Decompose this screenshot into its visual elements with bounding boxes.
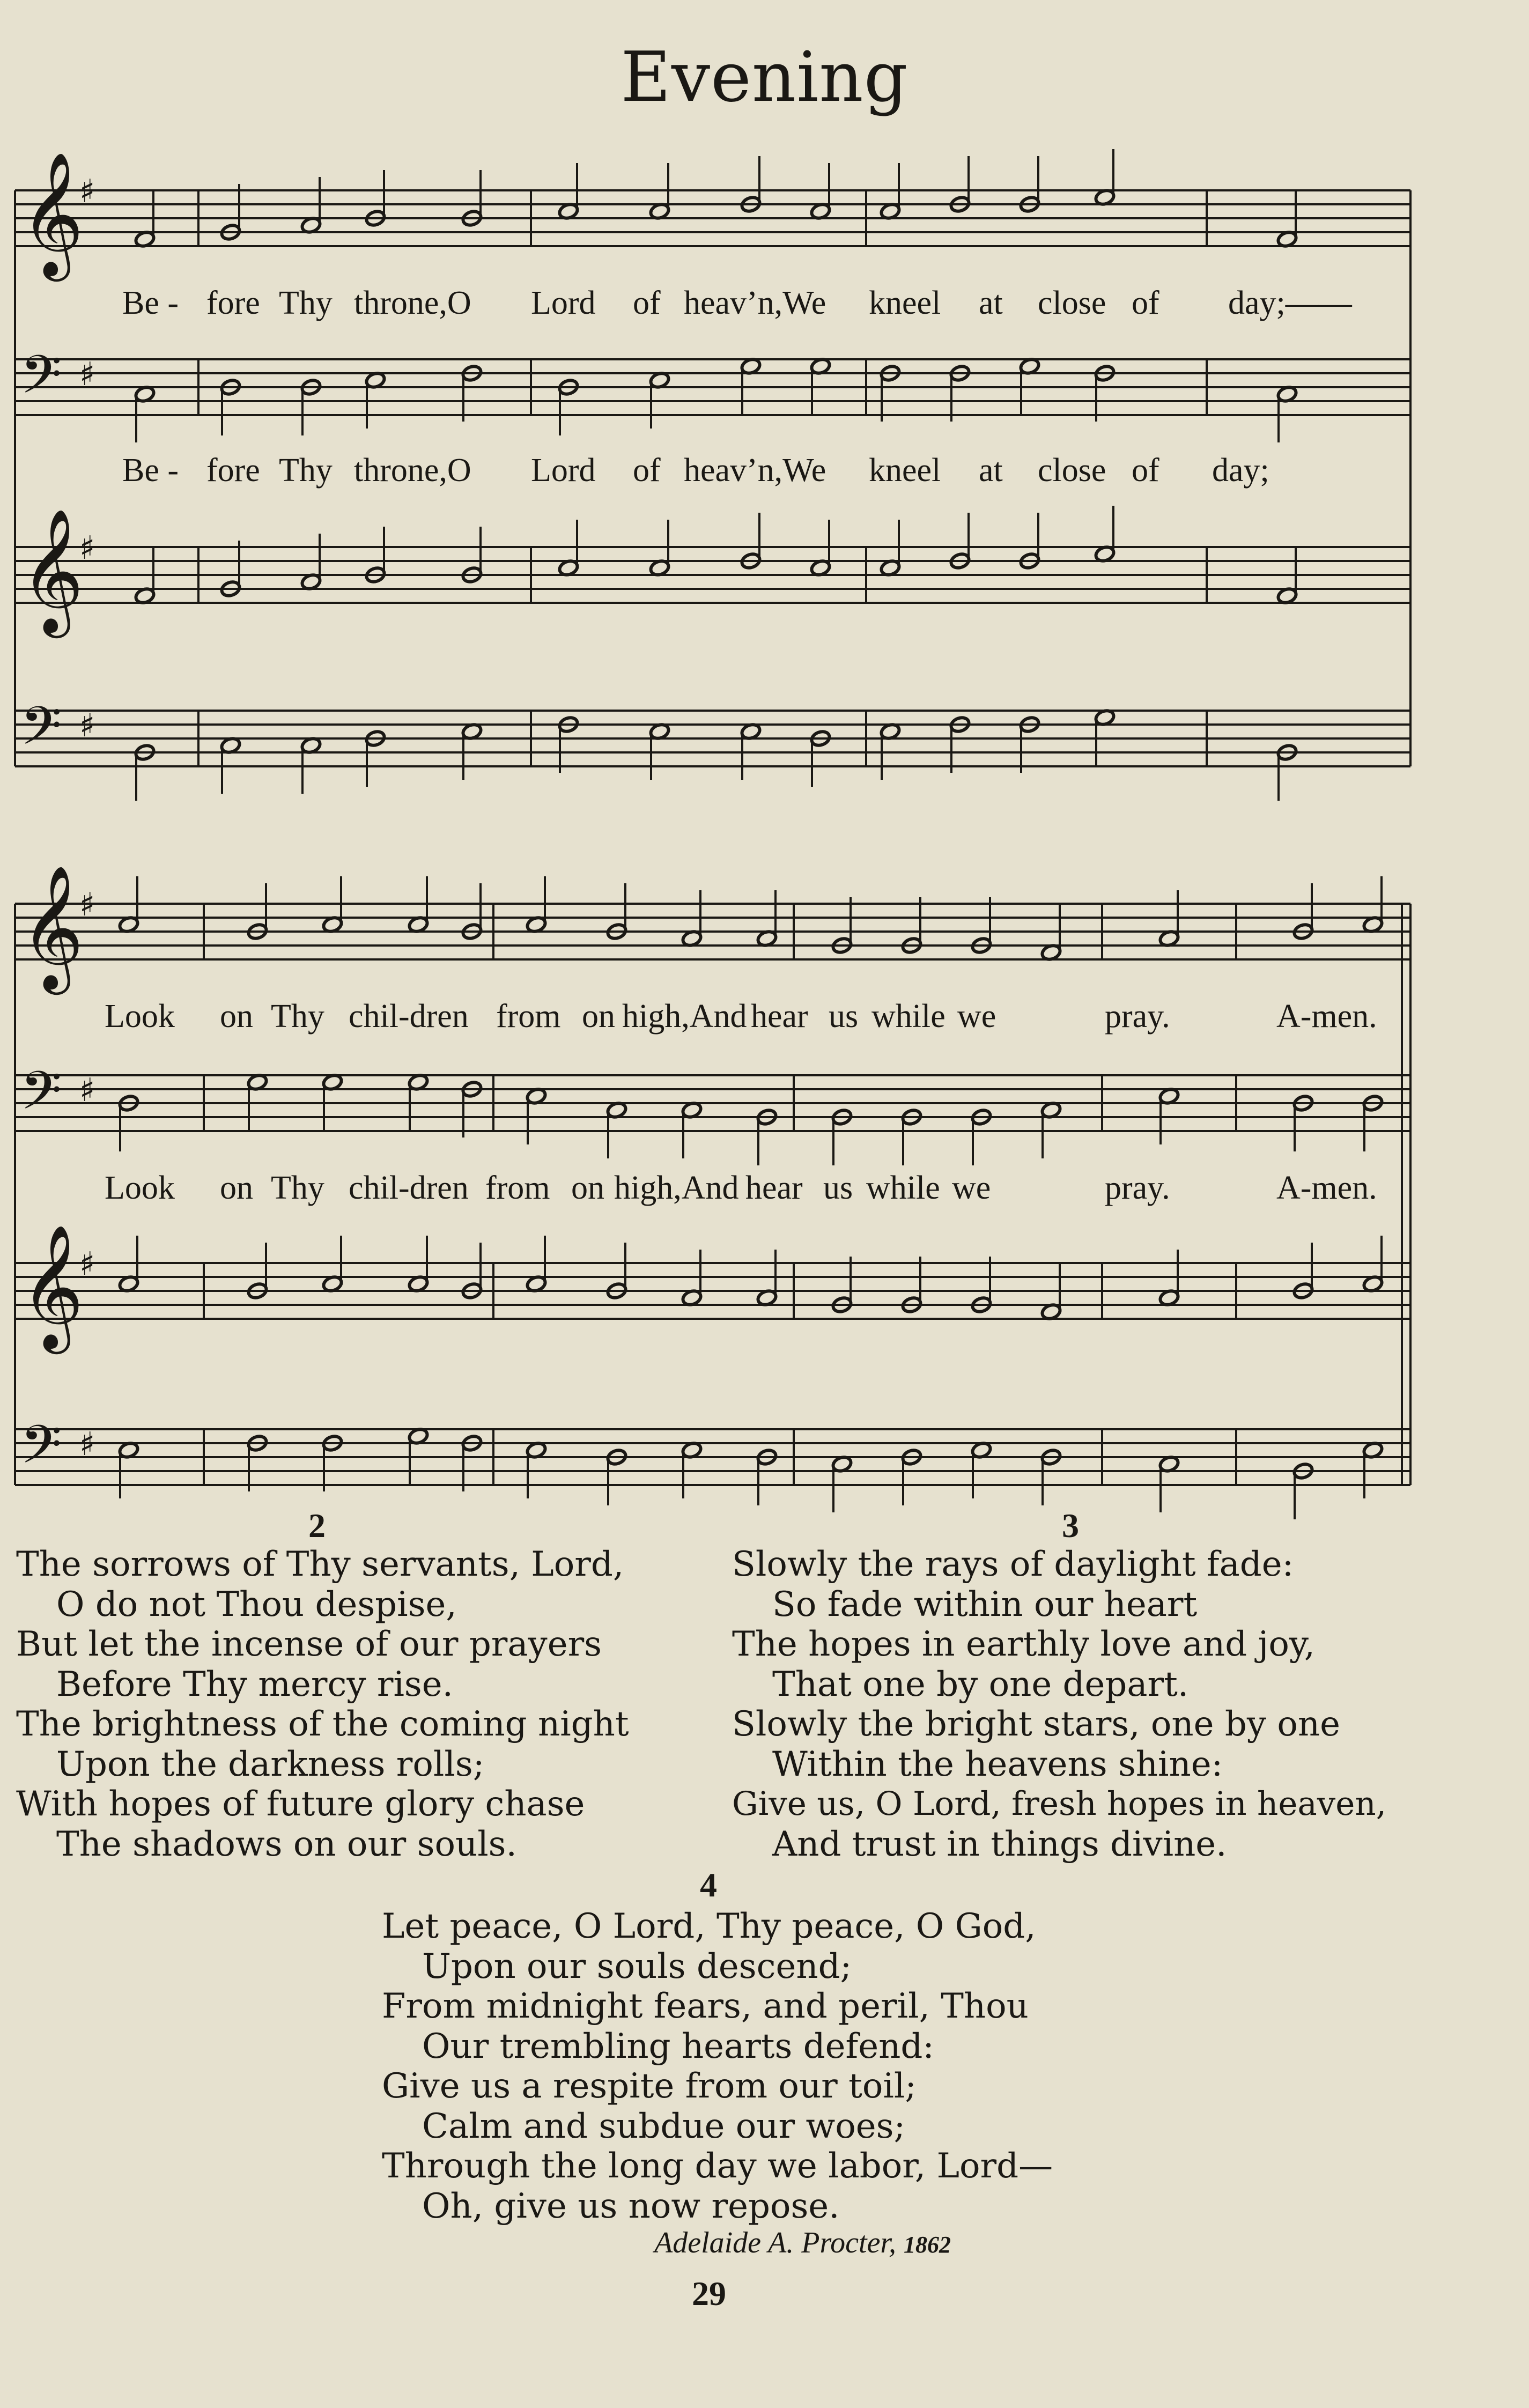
- lyric-syllable: Be -: [122, 452, 179, 489]
- lyric-syllable: of: [633, 452, 661, 489]
- stanza-line: But let the incense of our prayers: [16, 1624, 602, 1664]
- key-signature-sharp: ♯: [79, 707, 95, 744]
- lyric-syllable: close: [1038, 285, 1106, 321]
- lyric-syllable: A-men.: [1276, 998, 1377, 1035]
- lyric-syllable: Lord: [531, 285, 596, 321]
- stanza-line: O do not Thou despise,: [56, 1584, 457, 1624]
- stanza-line: The shadows on our souls.: [56, 1824, 517, 1864]
- stanza-line: With hopes of future glory chase: [16, 1784, 585, 1824]
- stanza-line: So fade within our heart: [772, 1584, 1198, 1624]
- author-credit: [654, 2226, 951, 2260]
- lyric-syllable: of: [1132, 452, 1159, 489]
- lyric-syllable: Look: [105, 1170, 175, 1206]
- treble-clef: 𝄞: [20, 1224, 84, 1349]
- stanza-line: Before Thy mercy rise.: [56, 1664, 453, 1704]
- stanza-line: From midnight fears, and peril, Thou: [382, 1986, 1029, 2026]
- treble-clef: 𝄞: [20, 508, 84, 633]
- lyric-syllable: at: [979, 452, 1003, 489]
- stanza-number: 2: [308, 1506, 326, 1545]
- key-signature-sharp: ♯: [79, 356, 95, 393]
- page-number: 29: [692, 2274, 726, 2313]
- key-signature-sharp: ♯: [79, 1245, 95, 1283]
- stanza-line: The brightness of the coming night: [16, 1704, 629, 1744]
- author-name: Adelaide A. Procter,: [654, 2226, 897, 2259]
- stanza-line: Slowly the bright stars, one by one: [732, 1704, 1340, 1744]
- stanza-line: That one by one depart.: [772, 1664, 1189, 1704]
- stanza-3: [732, 1545, 1386, 1864]
- notes: [118, 149, 1384, 1519]
- lyric-syllable: fore: [206, 452, 260, 489]
- lyric-syllable: fore: [206, 285, 260, 321]
- stanza-number: 3: [1062, 1506, 1079, 1545]
- stanza-line: The sorrows of Thy servants, Lord,: [16, 1545, 624, 1584]
- lyric-syllable: Thy: [271, 1170, 324, 1206]
- lyric-syllable: kneel: [869, 452, 941, 489]
- key-signature-sharp: ♯: [79, 1072, 95, 1109]
- lyric-syllable: pray.: [1105, 1170, 1170, 1206]
- key-signature-sharp: ♯: [79, 886, 95, 924]
- stanza-line: Through the long day we labor, Lord—: [382, 2146, 1053, 2186]
- stanza-line: Within the heavens shine:: [772, 1744, 1223, 1784]
- treble-clef: 𝄞: [20, 865, 84, 989]
- key-signature-sharp: ♯: [79, 1425, 95, 1463]
- lyric-syllable: we: [952, 1170, 991, 1206]
- lyric-syllable: Lord: [531, 452, 596, 489]
- stanza-line: Slowly the rays of daylight fade:: [732, 1545, 1294, 1584]
- lyric-syllable: Thy: [279, 285, 333, 321]
- key-signature-sharp: ♯: [79, 529, 95, 567]
- lyric-syllable: chil-dren: [349, 998, 469, 1035]
- lyric-syllable: Thy: [279, 452, 333, 489]
- lyric-syllable: from: [485, 1170, 550, 1206]
- lyric-syllable: we: [957, 998, 996, 1035]
- lyric-syllable: us: [823, 1170, 853, 1206]
- lyric-syllable: high,And: [614, 1170, 739, 1206]
- stanza-line: Upon the darkness rolls;: [56, 1744, 485, 1784]
- lyric-syllable: on: [220, 998, 253, 1035]
- lyric-syllable: hear: [745, 1170, 803, 1206]
- lyric-syllable: high,And: [622, 998, 747, 1035]
- stanza-number: 4: [700, 1866, 717, 1904]
- lyric-syllable: us: [829, 998, 859, 1035]
- lyric-syllable: kneel: [869, 285, 941, 321]
- bass-clef: 𝄢: [20, 344, 62, 419]
- stanza-4: [382, 1907, 1053, 2226]
- lyric-syllable: while: [871, 998, 946, 1035]
- lyric-syllable: pray.: [1105, 998, 1170, 1035]
- treble-clef: 𝄞: [20, 151, 84, 276]
- lyric-syllable: chil-dren: [349, 1170, 469, 1206]
- lyric-syllable: on: [571, 1170, 604, 1206]
- bass-clef: 𝄢: [20, 1414, 62, 1489]
- bass-clef: 𝄢: [20, 696, 62, 770]
- stanza-line: And trust in things divine.: [772, 1824, 1227, 1864]
- stanza-line: Give us a respite from our toil;: [382, 2066, 917, 2106]
- lyric-syllable: Be -: [122, 285, 179, 321]
- stanza-line: Give us, O Lord, fresh hopes in heaven,: [732, 1785, 1387, 1823]
- lyric-syllable: on: [220, 1170, 253, 1206]
- lyric-syllable: while: [866, 1170, 940, 1206]
- lyric-syllable: Look: [105, 998, 175, 1035]
- bass-clef: 𝄢: [20, 1060, 62, 1135]
- stanza-line: The hopes in earthly love and joy,: [732, 1624, 1315, 1664]
- lyric-syllable: at: [979, 285, 1003, 321]
- stanza-line: Let peace, O Lord, Thy peace, O God,: [382, 1907, 1036, 1946]
- lyric-syllable: of: [633, 285, 661, 321]
- stanza-line: Our trembling hearts defend:: [422, 2026, 934, 2066]
- stanza-line: Oh, give us now repose.: [422, 2186, 840, 2226]
- stanza-line: Calm and subdue our woes;: [422, 2106, 906, 2146]
- lyric-syllable: from: [496, 998, 561, 1035]
- key-signature-sharp: ♯: [79, 173, 95, 210]
- lyric-syllable: A-men.: [1276, 1170, 1377, 1206]
- stanza-line: Upon our souls descend;: [422, 1946, 852, 1986]
- stanza-2: [16, 1545, 629, 1864]
- lyric-syllable: heav’n,We: [684, 452, 826, 489]
- lyric-syllable: hear: [751, 998, 808, 1035]
- hymn-title: Evening: [621, 38, 908, 117]
- lyric-syllable: of: [1132, 285, 1159, 321]
- lyric-syllable: throne,O: [354, 285, 471, 321]
- lyric-syllable: on: [582, 998, 615, 1035]
- lyric-syllable: Thy: [271, 998, 324, 1035]
- lyric-syllable: day;: [1212, 452, 1269, 489]
- lyric-syllable: heav’n,We: [684, 285, 826, 321]
- clefs: [20, 151, 95, 1489]
- lyric-syllable: close: [1038, 452, 1106, 489]
- lyric-syllable: day;——: [1228, 285, 1352, 321]
- lyric-syllable: throne,O: [354, 452, 471, 489]
- author-year: 1862: [904, 2232, 951, 2258]
